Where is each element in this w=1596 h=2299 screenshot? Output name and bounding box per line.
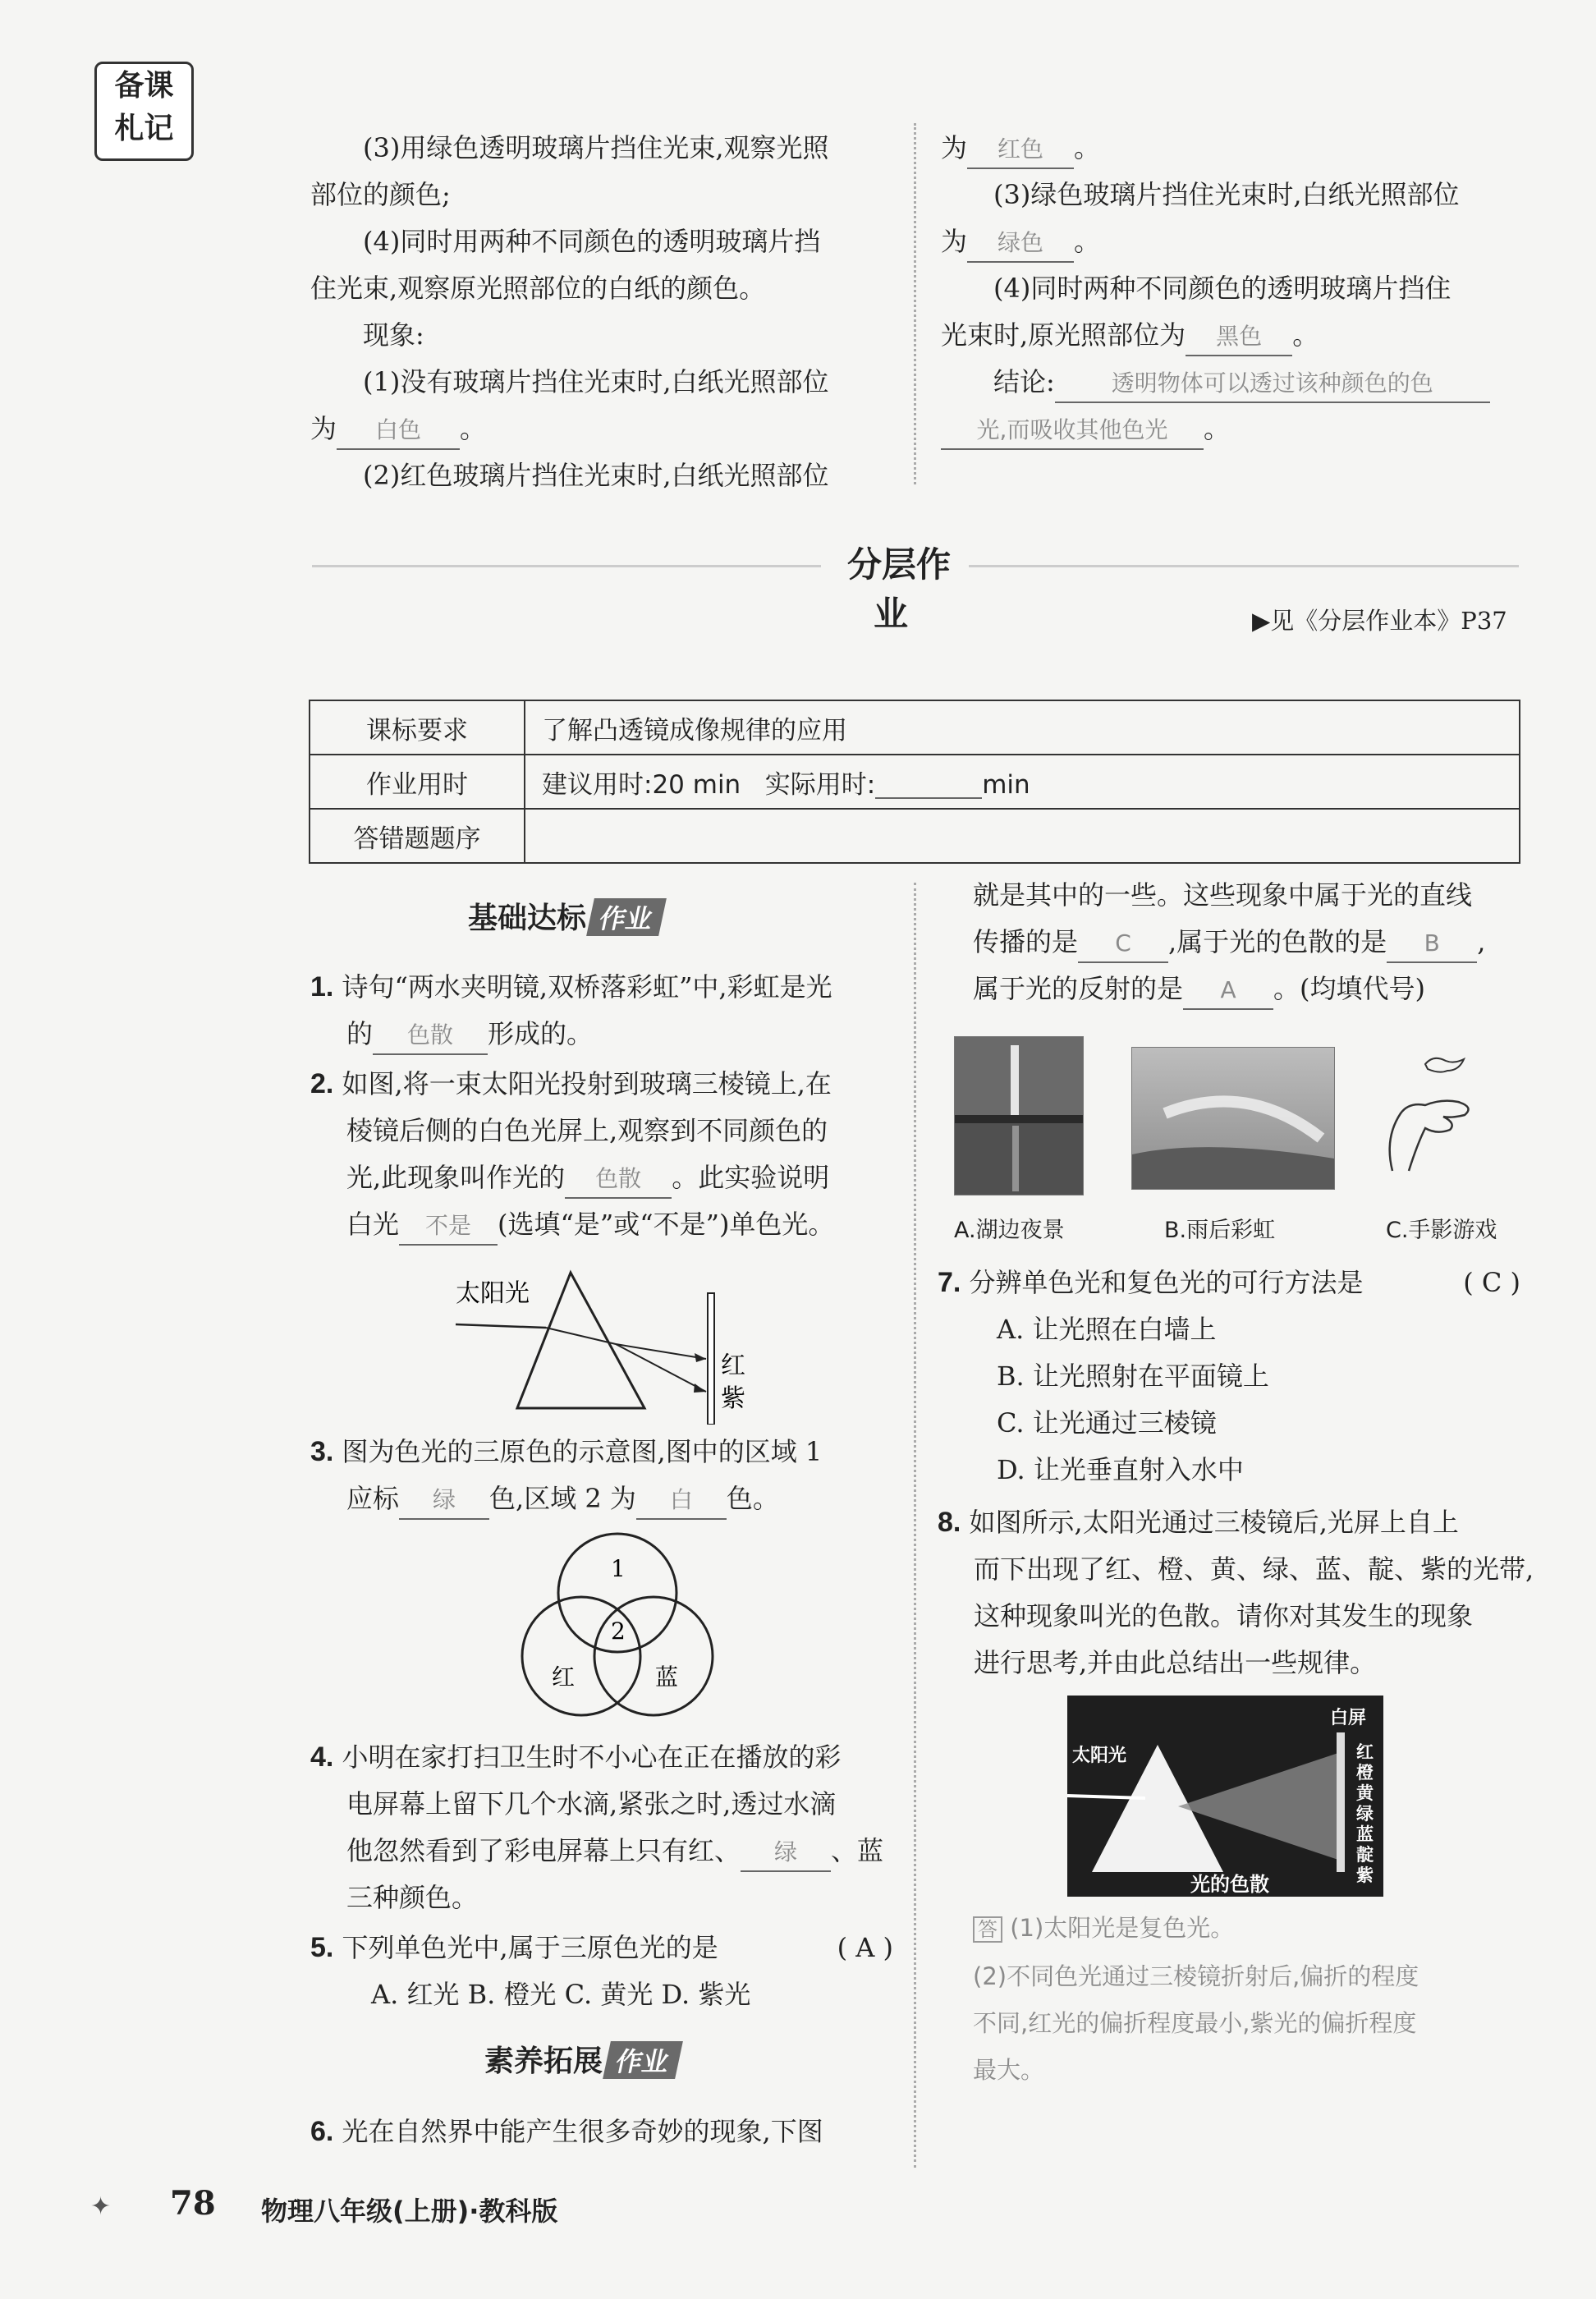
venn-circle (522, 1597, 640, 1715)
section-rule-left (312, 565, 821, 567)
answer-q3-1: 绿 (399, 1482, 489, 1520)
top-left-answer-line: 为 白色 。 (310, 406, 829, 452)
question-2: 2. 如图,将一束太阳光投射到玻璃三棱镜上,在 棱镜后侧的白色光屏上,观察到不同颜色的 光,此现象叫作光的 色散 。此实验说明 白光 不是 (选填“是”或“不是”)单色光。 (310, 1061, 834, 1248)
section-title: 分层作业 (829, 538, 961, 636)
workbook-reference: ▶见《分层作业本》P37 (1252, 607, 1507, 635)
rainbow-photo (1131, 1047, 1335, 1190)
answer-q7: ( C ) (1463, 1267, 1520, 1298)
table-value: 了解凸透镜成像规律的应用 (525, 700, 1520, 755)
answer-mark: 答 (973, 1916, 1002, 1943)
q8-answer: 答 (1)太阳光是复色光。 (2)不同色光通过三棱镜折射后,偏折的程度 不同,红光的偏折程度最小,紫光的偏折程度 最大。 (973, 1914, 1419, 2084)
red-circle-label: 红 (552, 1663, 576, 1691)
dispersion-figure (1067, 1696, 1383, 1897)
blue-circle-label: 蓝 (655, 1663, 679, 1691)
book-title: 物理八年级(上册)·教科版 (261, 2196, 558, 2227)
table-value: 建议用时:20 min 实际用时: min (525, 755, 1520, 809)
question-6: 6. 光在自然界中能产生很多奇妙的现象,下图 (310, 2116, 823, 2147)
top-right-answer-line: 为 绿色 。 (941, 218, 1490, 265)
info-table (309, 700, 1520, 864)
q7-option-a: A. 让光照在白墙上 (997, 1314, 1217, 1345)
caption-b: B.雨后彩虹 (1164, 1218, 1276, 1243)
question-4: 4. 小明在家打扫卫生时不小心在正在播放的彩 电屏幕上留下几个水滴,紧张之时,透过水滴 他忽然看到了彩电屏幕上只有红、 绿 、蓝 三种颜色。 (310, 1741, 884, 1913)
answer-q5: ( A ) (837, 1932, 893, 1963)
question-5: 5. 下列单色光中,属于三原色光的是 ( A ) A. 红光 B. 橙光 C. 黄光 D. 紫光 (310, 1925, 893, 2018)
caption-c: C.手影游戏 (1386, 1218, 1497, 1243)
conclusion-line: 结论: 透明物体可以透过该种颜色的色 (941, 359, 1490, 406)
homework-tag: 作业 (586, 898, 667, 936)
conclusion-answer-2: 光,而吸收其他色光 (941, 412, 1204, 450)
logo-line1: 备课 (114, 68, 174, 103)
answer-q6-1: C (1078, 925, 1168, 963)
color-label: 绿 (1356, 1804, 1374, 1824)
top-left-line: 住光束,观察原光照部位的白纸的颜色。 (310, 273, 766, 304)
venn-figure (517, 1529, 722, 1722)
top-right-line: (3)绿色玻璃片挡住光束时,白纸光照部位 (993, 179, 1460, 210)
top-left-block (310, 125, 829, 499)
footer-ornament-icon: ✦ (90, 2192, 112, 2221)
answer-green: 绿色 (967, 225, 1074, 263)
figure-caption: 光的色散 (1190, 1873, 1269, 1896)
question-3: 3. 图为色光的三原色的示意图,图中的区域 1 应标 绿 色,区域 2 为 白 色。 (310, 1429, 822, 1522)
top-right-answer-line: 为 红色 。 (941, 125, 1490, 172)
white-screen (1337, 1732, 1345, 1872)
column-divider-lower (914, 883, 916, 2168)
top-left-line: (2)红色玻璃片挡住光束时,白纸光照部位 (363, 460, 829, 491)
section-rule-right (969, 565, 1519, 567)
basic-section-heading: 基础达标 作业 (468, 895, 663, 937)
q5-options: A. 红光 B. 橙光 C. 黄光 D. 紫光 (371, 1979, 751, 2010)
table-value (525, 809, 1520, 863)
sunlight-label: 太阳光 (1072, 1746, 1127, 1766)
caption-a: A.湖边夜景 (954, 1218, 1065, 1243)
answer-q2-1: 色散 (565, 1161, 672, 1199)
column-divider (914, 123, 916, 484)
q7-option-b: B. 让光照射在平面镜上 (997, 1361, 1269, 1392)
question-1: 1. 诗句“两水夹明镜,双桥落彩虹”中,彩虹是光 的 色散 形成的。 (310, 964, 832, 1058)
color-label: 橙 (1356, 1763, 1374, 1783)
hand-shadow-figure (1376, 1048, 1487, 1187)
prism-figure (452, 1269, 764, 1425)
answer-white: 白色 (337, 412, 460, 450)
color-label: 黄 (1356, 1783, 1374, 1803)
color-label: 紫 (1356, 1865, 1374, 1885)
color-label: 蓝 (1356, 1824, 1374, 1844)
question-6-continued: 就是其中的一些。这些现象中属于光的直线 传播的是 C ,属于光的色散的是 B , 属于光的反射的是 A 。(均填代号) (973, 872, 1485, 1012)
answer-q1: 色散 (373, 1017, 488, 1055)
lake-night-photo (954, 1036, 1084, 1195)
answer-red: 红色 (967, 131, 1074, 169)
top-right-line: (4)同时两种不同颜色的透明玻璃片挡住 (993, 273, 1452, 304)
light-screen (708, 1293, 714, 1425)
q7-option-d: D. 让光垂直射入水中 (997, 1454, 1244, 1485)
extend-section-heading: 素养拓展 作业 (484, 2038, 679, 2080)
color-label: 靛 (1356, 1845, 1374, 1865)
color-label: 红 (1356, 1742, 1374, 1762)
region-2-label: 2 (611, 1618, 626, 1645)
page-number: 78 (170, 2184, 216, 2223)
top-left-line: (4)同时用两种不同颜色的透明玻璃片挡 (363, 226, 821, 257)
q7-option-c: C. 让光通过三棱镜 (997, 1407, 1217, 1439)
logo-line2: 札记 (114, 111, 174, 145)
table-key: 课标要求 (310, 700, 525, 755)
sunlight-ray (456, 1324, 546, 1328)
table-key: 答错题题序 (310, 809, 525, 863)
arrow-head (694, 1384, 706, 1393)
answer-q3-2: 白 (636, 1482, 727, 1520)
screen-label: 白屏 (1330, 1708, 1367, 1728)
conclusion-line-2: 光,而吸收其他色光 。 (941, 406, 1490, 452)
homework-tag: 作业 (603, 2041, 683, 2079)
arrow-head (695, 1353, 706, 1362)
sunlight-label: 太阳光 (456, 1279, 530, 1308)
venn-circle (594, 1597, 713, 1715)
top-left-line: 部位的颜色; (310, 179, 451, 210)
notes-logo (94, 62, 194, 161)
top-left-line: (3)用绿色透明玻璃片挡住光束,观察光照 (363, 132, 829, 163)
region-1-label: 1 (611, 1555, 626, 1582)
question-7: 7. 分辨单色光和复色光的可行方法是 ( C ) A. 让光照在白墙上 B. 让光照射在平面镜上 C. 让光通过三棱镜 D. 让光垂直射入水中 (938, 1260, 1520, 1494)
top-right-block (941, 125, 1490, 452)
red-label: 红 (721, 1351, 745, 1380)
answer-black: 黑色 (1186, 319, 1292, 356)
conclusion-answer-1: 透明物体可以透过该种颜色的色 (1055, 365, 1490, 403)
question-8: 8. 如图所示,太阳光通过三棱镜后,光屏上自上 而下出现了红、橙、黄、绿、蓝、靛、紫的光带, 这种现象叫光的色散。请你对其发生的现象 进行思考,并由此总结出一些规律。 (938, 1507, 1534, 1678)
purple-label: 紫 (721, 1384, 745, 1413)
top-left-line: 现象: (363, 319, 424, 351)
answer-q4: 绿 (741, 1834, 831, 1872)
top-right-answer-line: 光束时,原光照部位为 黑色 。 (941, 312, 1490, 359)
table-key: 作业用时 (310, 755, 525, 809)
answer-q2-2: 不是 (399, 1208, 498, 1246)
answer-q6-3: A (1183, 972, 1273, 1010)
prism-shape (517, 1273, 644, 1408)
top-left-line: (1)没有玻璃片挡住光束时,白纸光照部位 (363, 366, 829, 397)
answer-q6-2: B (1387, 925, 1477, 963)
